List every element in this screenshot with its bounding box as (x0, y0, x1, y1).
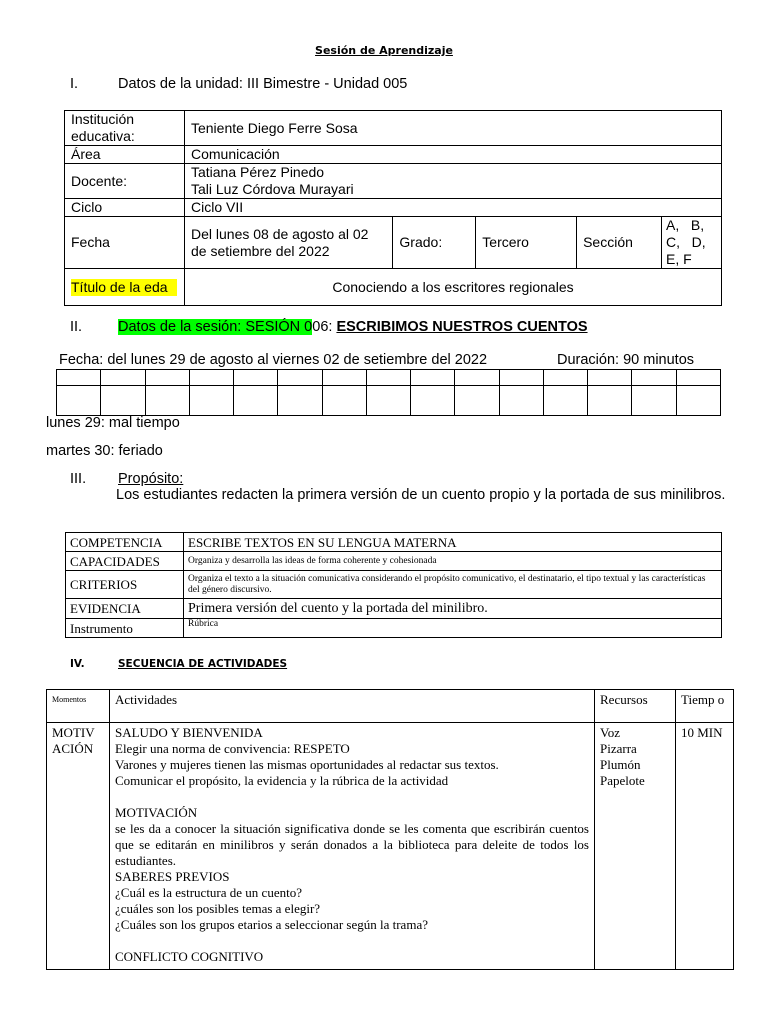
ciclo-label: Ciclo (65, 199, 185, 217)
competencia-value: ESCRIBE TEXTOS EN SU LENGUA MATERNA (184, 533, 722, 552)
grid-cell (676, 386, 720, 416)
titulo-label-cell (65, 269, 185, 306)
grado-value: Tercero (476, 217, 577, 269)
grid-cell (322, 386, 366, 416)
note-martes: martes 30: feriado (46, 443, 163, 459)
unit-data-table (64, 110, 722, 306)
grid-cell (499, 386, 543, 416)
varones: Varones y mujeres tienen las mismas oportunidades al redactar sus textos. (115, 757, 499, 772)
section-2-heading (70, 319, 588, 335)
grid-cell (499, 370, 543, 386)
institucion-value: Teniente Diego Ferre Sosa (184, 111, 721, 146)
fecha-label: Fecha (65, 217, 185, 269)
header-actividades: Actividades (110, 690, 595, 723)
grid-cell (322, 370, 366, 386)
comunicar: Comunicar el propósito, la evidencia y la rúbrica de la actividad (115, 773, 449, 788)
question-3: ¿Cuáles son los grupos etarios a seleccionar según la trama? (115, 917, 428, 932)
grid-cell (455, 386, 499, 416)
section-2-highlight: Datos de la sesión: SESIÓN 0 (118, 319, 313, 335)
grid-cell (278, 386, 322, 416)
titulo-label: Título de la eda (71, 279, 177, 296)
section-1-number: I. (70, 76, 79, 92)
header-momentos: Momentos (47, 690, 110, 723)
grid-cell (189, 386, 233, 416)
competency-table (65, 532, 722, 638)
recursos-cell (595, 723, 676, 970)
grid-cell (543, 386, 587, 416)
grid-cell (366, 386, 410, 416)
section-3-label: Propósito: (118, 471, 184, 487)
section-4-number: IV. (70, 658, 85, 670)
capacidades-value: Organiza y desarrolla las ideas de forma coherente y cohesionada (184, 552, 722, 571)
grid-cell (543, 370, 587, 386)
grid-cell (632, 370, 676, 386)
note-lunes: lunes 29: mal tiempo (46, 415, 180, 431)
instrumento-label: Instrumento (66, 619, 184, 638)
grid-cell (588, 386, 632, 416)
grid-cell (189, 370, 233, 386)
grado-label: Grado: (393, 217, 476, 269)
recurso-plumon: Plumón (600, 757, 641, 772)
section-2-session-number: 06: (312, 319, 337, 335)
section-1-text: Datos de la unidad: III Bimestre - Unidad 005 (118, 76, 408, 92)
grid-cell (234, 386, 278, 416)
document-title: Sesión de Aprendizaje (315, 44, 453, 57)
seccion-label: Sección (577, 217, 662, 269)
grid-cell (57, 370, 101, 386)
section-2-number: II. (70, 319, 83, 335)
question-1: ¿Cuál es la estructura de un cuento? (115, 885, 302, 900)
docente-label: Docente: (65, 164, 185, 199)
norma: Elegir una norma de convivencia: RESPETO (115, 741, 350, 756)
area-value: Comunicación (184, 146, 721, 164)
schedule-grid (56, 369, 721, 416)
capacidades-label: CAPACIDADES (66, 552, 184, 571)
tiempo-value: 10 MIN (676, 723, 734, 970)
institucion-label: Institución educativa: (65, 111, 185, 146)
recurso-pizarra: Pizarra (600, 741, 637, 756)
competencia-label: COMPETENCIA (66, 533, 184, 552)
grid-cell (234, 370, 278, 386)
evidencia-label: EVIDENCIA (66, 599, 184, 619)
motivacion-heading: MOTIVACIÓN (115, 805, 198, 820)
section-1-heading (70, 76, 407, 92)
section-2-title: ESCRIBIMOS NUESTROS CUENTOS (336, 319, 588, 335)
section-4-text: SECUENCIA DE ACTIVIDADES (118, 658, 288, 670)
grid-cell (57, 386, 101, 416)
ciclo-value: Ciclo VII (184, 199, 721, 217)
section-3-text: Los estudiantes redacten la primera versión de un cuento propio y la portada de sus minilibros. (116, 487, 726, 503)
question-2: ¿cuáles son los posibles temas a elegir? (115, 901, 321, 916)
saberes-heading: SABERES PREVIOS (115, 869, 230, 884)
docente-2: Tali Luz Córdova Murayari (190, 181, 354, 197)
duracion: Duración: 90 minutos (557, 352, 695, 368)
activities-table (46, 689, 734, 970)
header-recursos: Recursos (595, 690, 676, 723)
section-3 (70, 471, 740, 503)
docente-value (184, 164, 721, 199)
recurso-papelote: Papelote (600, 773, 645, 788)
grid-cell (101, 386, 145, 416)
criterios-label: CRITERIOS (66, 571, 184, 599)
motivacion-text: se les da a conocer la situación significativa donde se les comenta que escribirán cuentos que se editarán en minilibros y serán donados a la biblioteca para deleite de todos los estudiantes. (115, 821, 589, 868)
conflicto-heading: CONFLICTO COGNITIVO (115, 949, 264, 964)
seccion-line-3: E, F (666, 251, 692, 267)
grid-cell (101, 370, 145, 386)
evidencia-value: Primera versión del cuento y la portada del minilibro. (184, 599, 722, 619)
grid-cell (278, 370, 322, 386)
grid-cell (411, 386, 455, 416)
section-4-heading (70, 658, 287, 670)
titulo-value: Conociendo a los escritores regionales (184, 269, 721, 306)
seccion-value (662, 217, 722, 269)
section-3-number: III. (70, 471, 87, 487)
seccion-line-2: C, D, (666, 234, 706, 250)
grid-cell (411, 370, 455, 386)
recurso-voz: Voz (600, 725, 620, 740)
grid-cell (632, 386, 676, 416)
header-tiempo: Tiemp o (676, 690, 734, 723)
momento-motivacion: MOTIV ACIÓN (47, 723, 110, 970)
area-label: Área (65, 146, 185, 164)
instrumento-value: Rúbrica (184, 619, 722, 638)
fecha-value: Del lunes 08 de agosto al 02 de setiembre del 2022 (184, 217, 392, 269)
fecha-line: Fecha: del lunes 29 de agosto al viernes 02 de setiembre del 2022 (59, 352, 488, 368)
docente-1: Tatiana Pérez Pinedo (190, 164, 325, 180)
grid-cell (145, 370, 189, 386)
grid-cell (145, 386, 189, 416)
activities-content (110, 723, 595, 970)
grid-cell (676, 370, 720, 386)
seccion-line-1: A, B, (666, 217, 705, 233)
criterios-value: Organiza el texto a la situación comunicativa considerando el propósito comunicativo, el destinatario, el tipo textual y las características del género discursivo. (184, 571, 722, 599)
grid-cell (588, 370, 632, 386)
grid-cell (455, 370, 499, 386)
grid-cell (366, 370, 410, 386)
saludo: SALUDO Y BIENVENIDA (115, 725, 263, 740)
